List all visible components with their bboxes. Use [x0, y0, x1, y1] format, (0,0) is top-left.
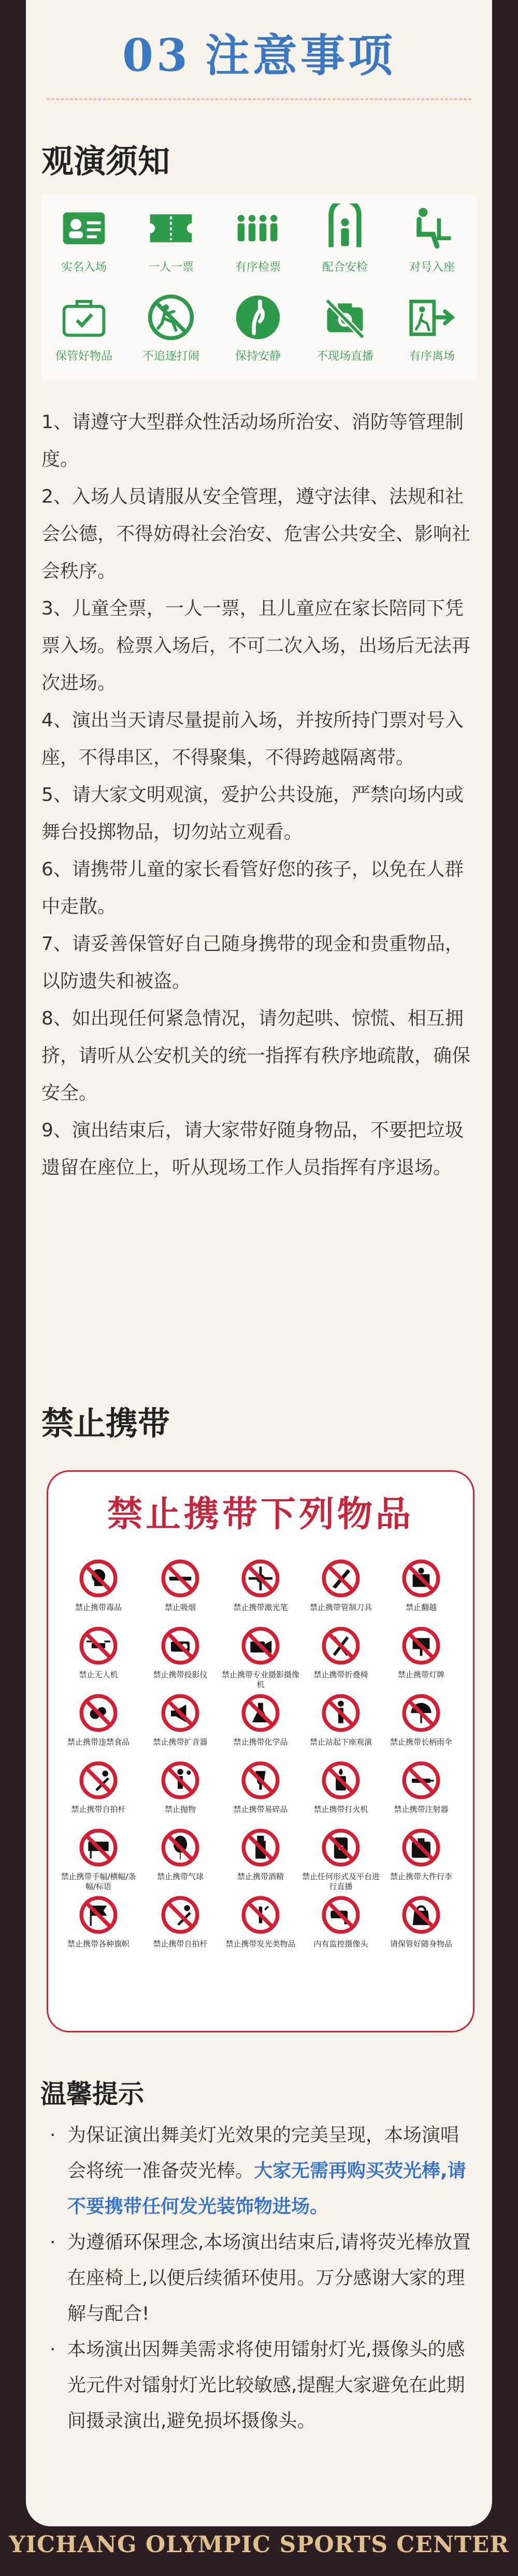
banner-icon [77, 1826, 120, 1869]
viewing-icon-item [48, 292, 120, 363]
note-item: 7、请妥善保管好自己随身携带的现金和贵重物品，以防遗失和被盗。 [41, 933, 464, 992]
tip-text: 本场演出因舞美需求将使用镭射灯光,摄像头的感光元件对镭射灯光比较敏感,提醒大家避免在此期间摄录演出,避免损坏摄像头。 [67, 2339, 465, 2432]
prohibited-item [382, 1692, 460, 1747]
bag-icon [59, 292, 109, 342]
prohibited-item-label: 禁止携带激光笔 [233, 1603, 288, 1612]
prohibited-item [60, 1826, 137, 1892]
prohibited-item-label: 禁止携带自拍杆 [71, 1805, 126, 1814]
note-item: 1、请遵守大型群众性活动场所治安、消防等管理制度。 [41, 412, 464, 470]
prohibited-item-label: 禁止携带气球 [156, 1872, 204, 1881]
prohibited-item [141, 1557, 219, 1613]
prohibited-items-panel [47, 1470, 474, 2032]
viewing-icon-label: 不追逐打闹 [142, 350, 199, 363]
projector-icon [159, 1624, 202, 1667]
prohibited-item [222, 1557, 299, 1613]
prohibited-item-label: 禁止携带易碎品 [233, 1805, 288, 1814]
tip-highlight: 大家无需再购买荧光棒,请不要携带任何发光装饰物进场。 [67, 2160, 466, 2217]
notice-card [26, 0, 492, 2526]
prohibited-item [302, 1624, 380, 1680]
prohibited-item [141, 1692, 219, 1747]
prohibited-item [60, 1894, 137, 1949]
prohibited-item-label: 禁止翻越 [405, 1603, 437, 1612]
viewing-icon-label: 配合安检 [322, 261, 368, 274]
balloon-icon [159, 1826, 202, 1869]
viewing-icon-label: 有序检票 [235, 261, 281, 274]
viewing-icon-label: 一人一票 [148, 261, 194, 274]
prohibited-item [302, 1557, 380, 1613]
cigarette-icon [159, 1557, 202, 1600]
glowing-items-icon [239, 1894, 282, 1936]
note-item: 3、儿童全票，一人一票，且儿童应在家长陪同下凭票入场。检票入场后，不可二次入场，出场后无法再次进场。 [41, 598, 471, 694]
prohibited-item [141, 1624, 219, 1680]
prohibited-item-label: 禁止携带长柄雨伞 [390, 1737, 452, 1747]
prohibited-item [141, 1759, 219, 1814]
viewing-icon-item [396, 292, 468, 363]
handbag-icon [400, 1894, 442, 1936]
prohibited-item-label: 禁止携带酒精 [237, 1872, 284, 1881]
flag-icon [77, 1894, 120, 1936]
note-item: 6、请携带儿童的家长看管好您的孩子，以免在人群中走散。 [41, 859, 464, 917]
prohibited-item-label: 禁止携带发光类物品 [225, 1939, 296, 1949]
tip-item: · 本场演出因舞美需求将使用镭射灯光,摄像头的感光元件对镭射灯光比较敏感,提醒大家避免在此期间摄录演出,避免损坏摄像头。 [50, 2339, 465, 2432]
viewing-icon-item [48, 203, 120, 274]
viewing-icon-label: 保管好物品 [55, 350, 112, 363]
syringe-icon [400, 1759, 442, 1802]
prohibited-item-label: 禁止携带扩音器 [153, 1737, 208, 1747]
tip-item: · 为遵循环保理念,本场演出结束后,请将荧光棒放置在座椅上,以便后续循环使用。万分感谢大家的理解与配合! [50, 2232, 471, 2324]
prohibited-item-label: 禁止携带专业摄影摄像机 [222, 1670, 300, 1689]
prohibited-item [382, 1759, 460, 1814]
viewing-icon-label: 有序离场 [409, 350, 455, 363]
prohibited-item-label: 禁止携带灯牌 [397, 1670, 444, 1679]
prohibited-item [382, 1557, 460, 1613]
prohibited-item [302, 1692, 380, 1747]
prohibited-item-label: 内有监控摄像头 [313, 1939, 368, 1949]
viewing-icon-item [135, 292, 207, 363]
prohibited-item-label: 禁止携带手幅/横幅/条幅/标语 [61, 1872, 136, 1891]
laser-pointer-icon [239, 1557, 282, 1600]
prohibited-item [60, 1692, 137, 1747]
viewing-icon-item [396, 203, 468, 274]
tip-item: · 为保证演出舞美灯光效果的完美呈现，本场演唱会将统一准备荧光棒。大家无需再购买荧光棒,请不要携带任何发光装饰物进场。 [50, 2125, 466, 2217]
video-camera-icon [239, 1624, 282, 1667]
megaphone-icon [159, 1692, 202, 1734]
prohibited-item-label: 禁止携带投影仪 [153, 1670, 208, 1679]
note-item: 2、入场人员请服从安全管理，遵守法律、法规和社会公德，不得妨碍社会治安、危害公共安全、影响社会秩序。 [41, 486, 471, 582]
prohibited-item-label: 禁止任何形式及平台进行直播 [302, 1872, 380, 1891]
quiet-icon [233, 292, 283, 342]
prohibited-item [382, 1826, 460, 1882]
folding-chair-icon [320, 1624, 362, 1667]
phone-live-icon [320, 1826, 362, 1869]
tips-heading: 温馨提示 [40, 2079, 144, 2109]
tips-list [47, 2117, 471, 2439]
prohibited-item-label: 禁止无人机 [79, 1670, 118, 1679]
standing-icon [320, 1692, 362, 1734]
throwing-icon [159, 1759, 202, 1802]
prohibited-item-label: 请保管好随身物品 [390, 1939, 452, 1949]
security-gate-icon [320, 203, 370, 253]
exit-icon [407, 292, 457, 342]
section-number: 03 [122, 30, 191, 82]
prohibited-item [222, 1826, 299, 1882]
note-item: 4、演出当天请尽量提前入场，并按所持门票对号入座，不得串区，不得聚集，不得跨越隔离带。 [41, 710, 464, 768]
dashed-divider [47, 98, 471, 100]
alcohol-icon [239, 1826, 282, 1869]
umbrella-icon [400, 1692, 442, 1734]
cctv-icon [320, 1894, 362, 1936]
prohibited-item-label: 禁止携带管制刀具 [309, 1603, 372, 1612]
tip-text: 为遵循环保理念,本场演出结束后,请将荧光棒放置在座椅上,以便后续循环使用。万分感谢大家的理解与配合! [67, 2232, 471, 2324]
note-item: 5、请大家文明观演，爱护公共设施，严禁向场内或舞台投掷物品，切勿站立观看。 [41, 784, 464, 843]
footer-venue-name: YICHANG OLYMPIC SPORTS CENTER [9, 2531, 509, 2558]
tip-text: 为保证演出舞美灯光效果的完美呈现，本场演唱会将统一准备荧光棒。 [67, 2125, 459, 2182]
prohibited-heading: 禁止携带 [41, 1404, 170, 1442]
food-icon [77, 1692, 120, 1734]
prohibited-item-label: 禁止携带各种旗帜 [67, 1939, 130, 1949]
prohibited-item [382, 1894, 460, 1949]
prohibited-item-label: 禁止携带大件行李 [390, 1872, 452, 1881]
section-title [26, 20, 492, 84]
ticket-icon [146, 203, 196, 253]
prohibited-item-label: 禁止抛物 [164, 1805, 196, 1814]
note-item: 8、如出现任何紧急情况，请勿起哄、惊慌、相互拥挤，请听从公安机关的统一指挥有秩序地疏散，确保安全。 [41, 1008, 471, 1104]
prohibited-item-label: 禁止携带打火机 [313, 1805, 368, 1814]
viewing-icon-item [309, 292, 381, 363]
viewing-icon-label: 保持安静 [235, 350, 281, 363]
viewing-heading: 观演须知 [41, 142, 170, 180]
prohibited-item-label: 禁止携带违禁食品 [67, 1737, 130, 1747]
viewing-icons-panel [41, 194, 477, 380]
lighter-icon [320, 1759, 362, 1802]
viewing-icon-label: 实名入场 [61, 261, 107, 274]
prohibited-item [60, 1759, 137, 1814]
prohibited-item [141, 1894, 219, 1949]
prohibited-item [382, 1624, 460, 1680]
fragile-icon [239, 1759, 282, 1802]
prohibited-item [222, 1624, 299, 1690]
prohibited-item [222, 1692, 299, 1747]
selfie-stick-icon [159, 1894, 202, 1936]
prohibited-panel-title: 禁止携带下列物品 [107, 1494, 414, 1535]
knife-icon [320, 1557, 362, 1600]
prohibited-item [302, 1826, 380, 1892]
id-card-icon [59, 203, 109, 253]
queue-icon [233, 203, 283, 253]
section-title-text: 注意事项 [205, 30, 396, 82]
prohibited-item [302, 1759, 380, 1814]
no-running-icon [146, 292, 196, 342]
prohibited-item [60, 1624, 137, 1680]
prohibited-item-label: 禁止携带折叠椅 [313, 1670, 368, 1679]
viewing-icon-item [309, 203, 381, 274]
note-item: 9、演出结束后，请大家带好随身物品，不要把垃圾遗留在座位上，听从现场工作人员指挥有序退场。 [41, 1120, 464, 1178]
skull-icon [77, 1557, 120, 1600]
prohibited-item-label: 禁止携带自拍杆 [153, 1939, 208, 1949]
prohibited-item-label: 禁止站起下座观演 [309, 1737, 372, 1747]
climb-icon [400, 1557, 442, 1600]
prohibited-item-label: 禁止吸烟 [164, 1603, 196, 1612]
prohibited-item [141, 1826, 219, 1882]
selfie-stick-icon [77, 1759, 120, 1802]
prohibited-item [222, 1894, 299, 1949]
luggage-icon [400, 1826, 442, 1869]
prohibited-item [222, 1759, 299, 1814]
light-sign-icon [400, 1624, 442, 1667]
viewing-notes [41, 404, 479, 1187]
viewing-icon-item [222, 292, 294, 363]
prohibited-item-label: 禁止携带注射器 [394, 1805, 449, 1814]
prohibited-item [60, 1557, 137, 1613]
drone-icon [77, 1624, 120, 1667]
seat-icon [407, 203, 457, 253]
viewing-icon-item [135, 203, 207, 274]
chemical-icon [239, 1692, 282, 1734]
viewing-icon-label: 不现场直播 [316, 350, 373, 363]
viewing-icon-label: 对号入座 [409, 261, 455, 274]
prohibited-item-label: 禁止携带化学品 [233, 1737, 288, 1747]
viewing-icon-item [222, 203, 294, 274]
prohibited-item [302, 1894, 380, 1949]
no-camera-icon [320, 292, 370, 342]
prohibited-item-label: 禁止携带毒品 [75, 1603, 122, 1612]
